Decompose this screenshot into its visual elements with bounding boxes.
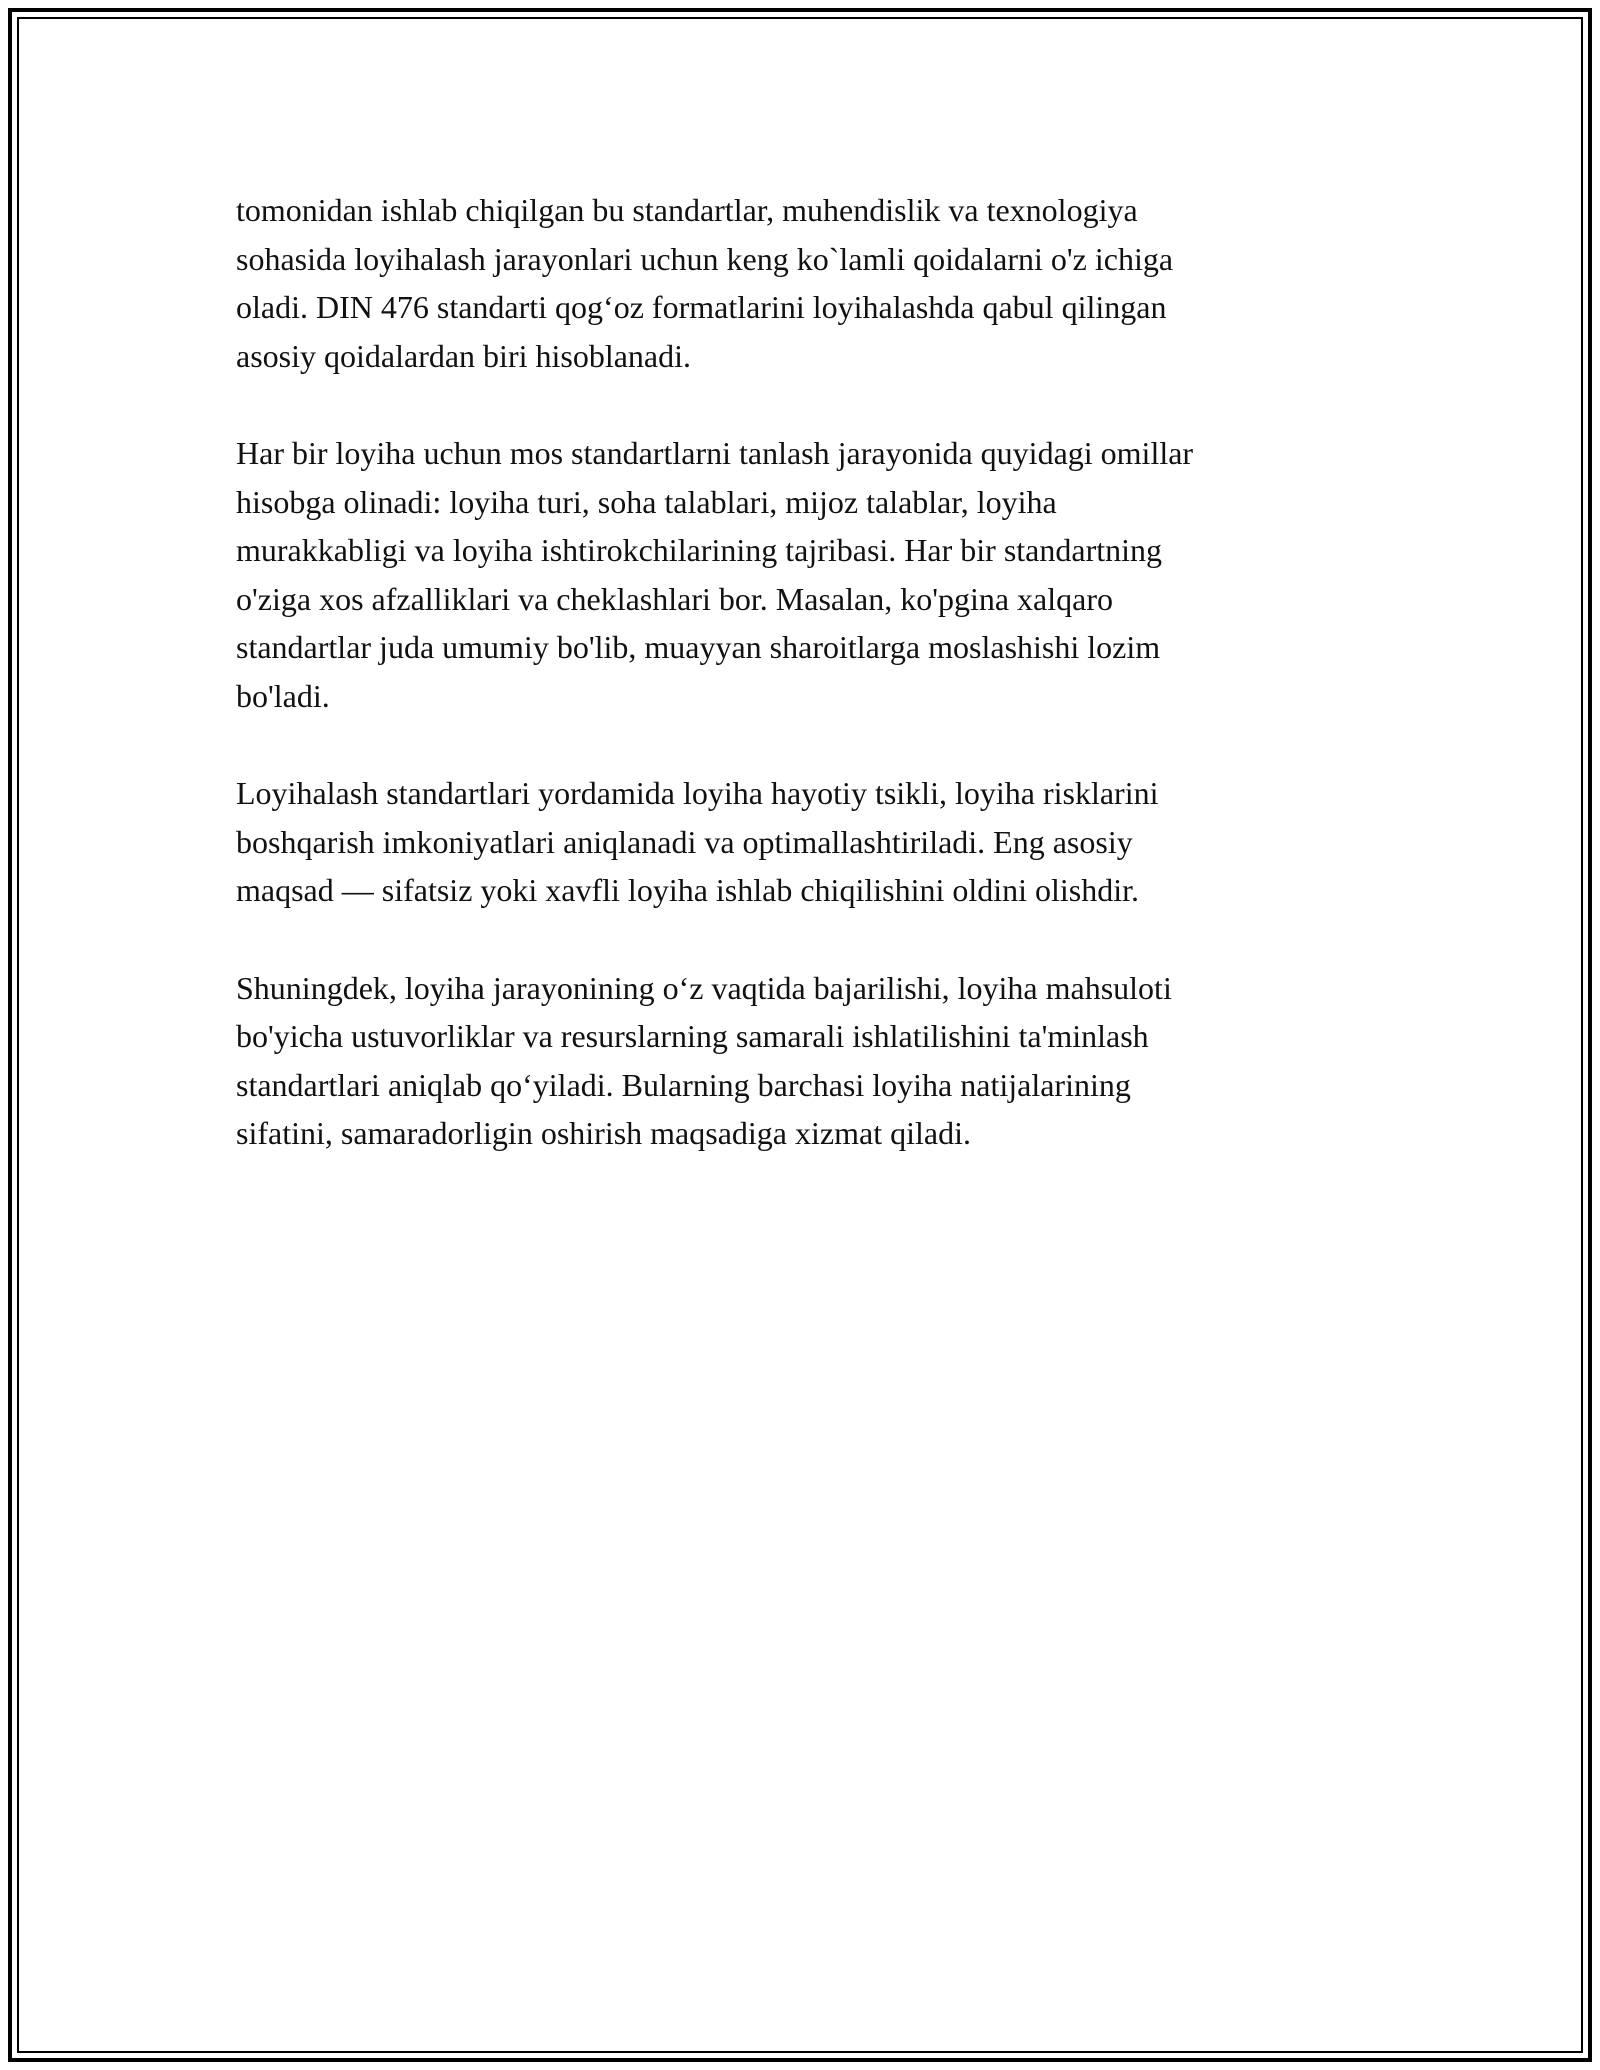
paragraph-1: tomonidan ishlab chiqilgan bu standartlar, muhendislik va texnologiya sohasida loyihalash jarayonlari uchun keng ko`lamli qoidalarni o'z ichiga oladi. DIN 476 standarti qog‘oz formatlarini loyihalashda qabul qilingan asosiy qoidalardan biri hisoblanadi.: [236, 192, 1174, 374]
paragraph-4: Shuningdek, loyiha jarayonining o‘z vaqtida bajarilishi, loyiha mahsuloti bo'yicha ustuvorliklar va resurslarning samarali ishlatilishini ta'minlash standartlari aniqlab qo‘yiladi. Bularning barchasi loyiha natijalarining sifatini, samaradorligin oshirish maqsadiga xizmat qiladi.: [236, 969, 1172, 1151]
paragraph-3: Loyihalash standartlari yordamida loyiha hayotiy tsikli, loyiha risklarini boshqarish imkoniyatlari aniqlanadi va optimallashtiriladi. Eng asosiy maqsad — sifatsiz yoki xavfli loyiha ishlab chiqilishini oldini olishdir.: [236, 775, 1159, 908]
document-body: [236, 186, 1376, 1207]
paragraph-2: Har bir loyiha uchun mos standartlarni tanlash jarayonida quyidagi omillar hisobga olinadi: loyiha turi, soha talablari, mijoz talablar, loyiha murakkabligi va loyiha ishtirokchilarining tajribasi. Har bir standartning o'ziga xos afzalliklari va cheklashlari bor. Masalan, ko'pgina xalqaro standartlar juda umumiy bo'lib, muayyan sharoitlarga moslashishi lozim bo'ladi.: [236, 435, 1194, 714]
